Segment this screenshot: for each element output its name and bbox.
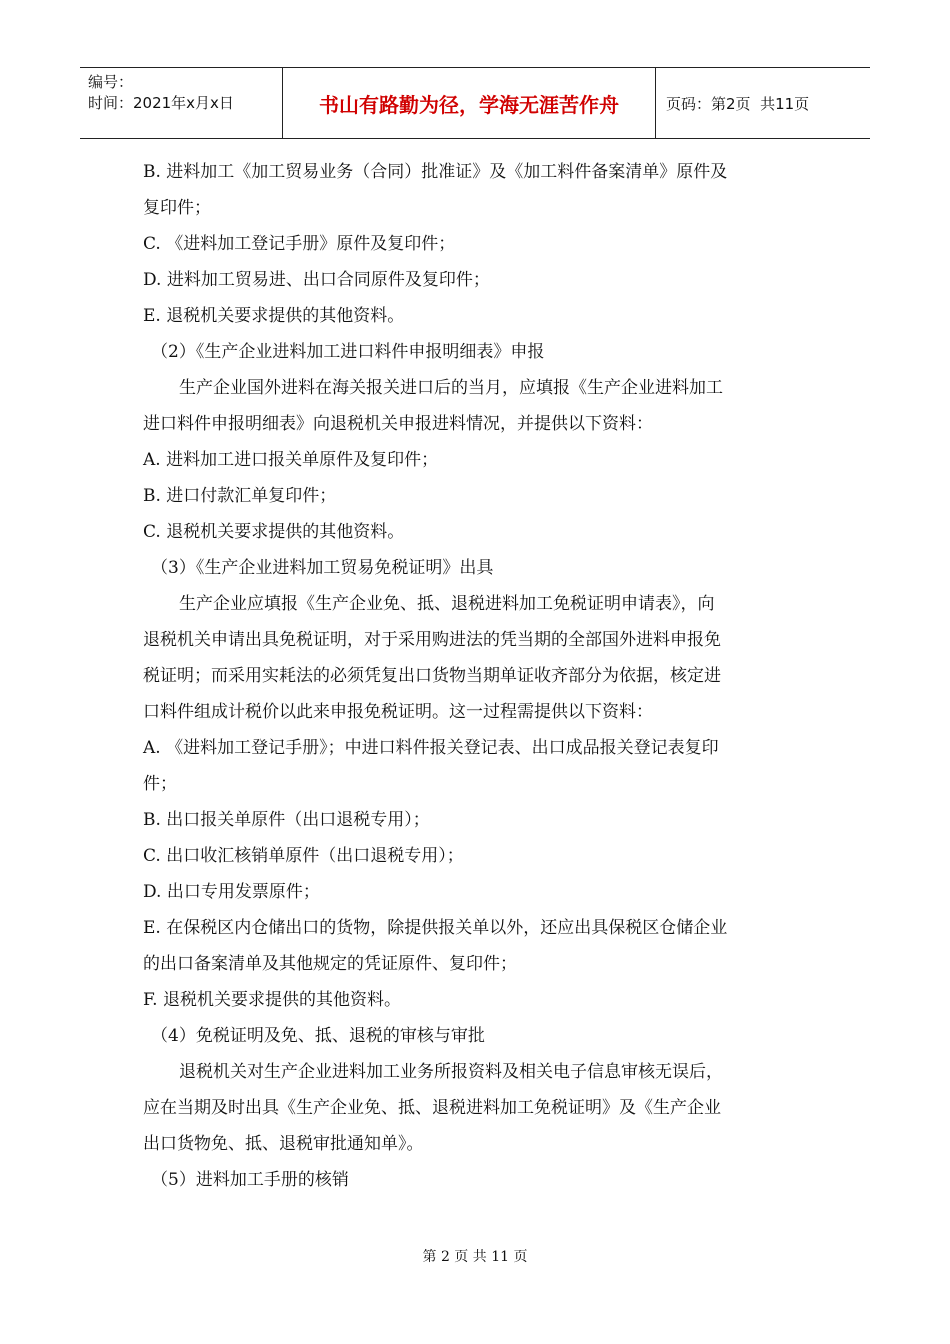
body-line: 口料件组成计税价以此来申报免税证明。这一过程需提供以下资料： [143, 702, 653, 722]
body-line: B. 进口付款汇单复印件； [143, 486, 337, 506]
header-meta-cell [80, 68, 282, 138]
body-line: D. 进料加工贸易进、出口合同原件及复印件； [143, 270, 490, 290]
section-heading: （3）《生产企业进料加工贸易免税证明》出具 [151, 558, 494, 578]
body-line: D. 出口专用发票原件； [143, 882, 320, 902]
body-line: 复印件； [143, 198, 211, 218]
body-line: F. 退税机关要求提供的其他资料。 [143, 990, 401, 1010]
header-motto: 书山有路勤为径，学海无涯苦作舟 [282, 68, 656, 138]
body-line: C. 《进料加工登记手册》原件及复印件； [143, 234, 456, 254]
body-line: A. 《进料加工登记手册》；中进口料件报关登记表、出口成品报关登记表复印 [143, 738, 719, 758]
body-line: C. 出口收汇核销单原件（出口退税专用）； [143, 846, 464, 866]
body-line: 退税机关申请出具免税证明，对于采用购进法的凭当期的全部国外进料申报免 [143, 630, 721, 650]
section-heading: （5）进料加工手册的核销 [151, 1170, 349, 1190]
body-line: E. 在保税区内仓储出口的货物，除提供报关单以外，还应出具保税区仓储企业 [143, 918, 728, 938]
body-line: 税证明；而采用实耗法的必须凭复出口货物当期单证收齐部分为依据，核定进 [143, 666, 721, 686]
section-heading: （2）《生产企业进料加工进口料件申报明细表》申报 [151, 342, 545, 362]
page-header [80, 67, 870, 139]
section-heading: （4）免税证明及免、抵、退税的审核与审批 [151, 1026, 485, 1046]
body-line: 的出口备案清单及其他规定的凭证原件、复印件； [143, 954, 517, 974]
body-line: 生产企业国外进料在海关报关进口后的当月，应填报《生产企业进料加工 [179, 378, 723, 398]
body-line: C. 退税机关要求提供的其他资料。 [143, 522, 405, 542]
body-line: 进口料件申报明细表》向退税机关申报进料情况，并提供以下资料： [143, 414, 653, 434]
body-line: B. 进料加工《加工贸易业务（合同）批准证》及《加工料件备案清单》原件及 [143, 162, 728, 182]
body-line: E. 退税机关要求提供的其他资料。 [143, 306, 405, 326]
page-footer: 第 2 页 共 11 页 [422, 1249, 528, 1265]
document-time-label: 时间：2021年x月x日 [88, 94, 234, 112]
body-line: B. 出口报关单原件（出口退税专用）； [143, 810, 430, 830]
body-line: 应在当期及时出具《生产企业免、抵、退税进料加工免税证明》及《生产企业 [143, 1098, 721, 1118]
body-line: 生产企业应填报《生产企业免、抵、退税进料加工免税证明申请表》，向 [179, 594, 715, 614]
header-page-info: 页码：第2页 共11页 [666, 94, 810, 113]
body-line: A. 进料加工进口报关单原件及复印件； [143, 450, 439, 470]
document-number-label: 编号： [88, 73, 134, 91]
document-body [143, 154, 813, 1198]
body-line: 件； [143, 774, 177, 794]
body-line: 出口货物免、抵、退税审批通知单》。 [143, 1134, 424, 1154]
body-line: 退税机关对生产企业进料加工业务所报资料及相关电子信息审核无误后， [179, 1062, 723, 1082]
